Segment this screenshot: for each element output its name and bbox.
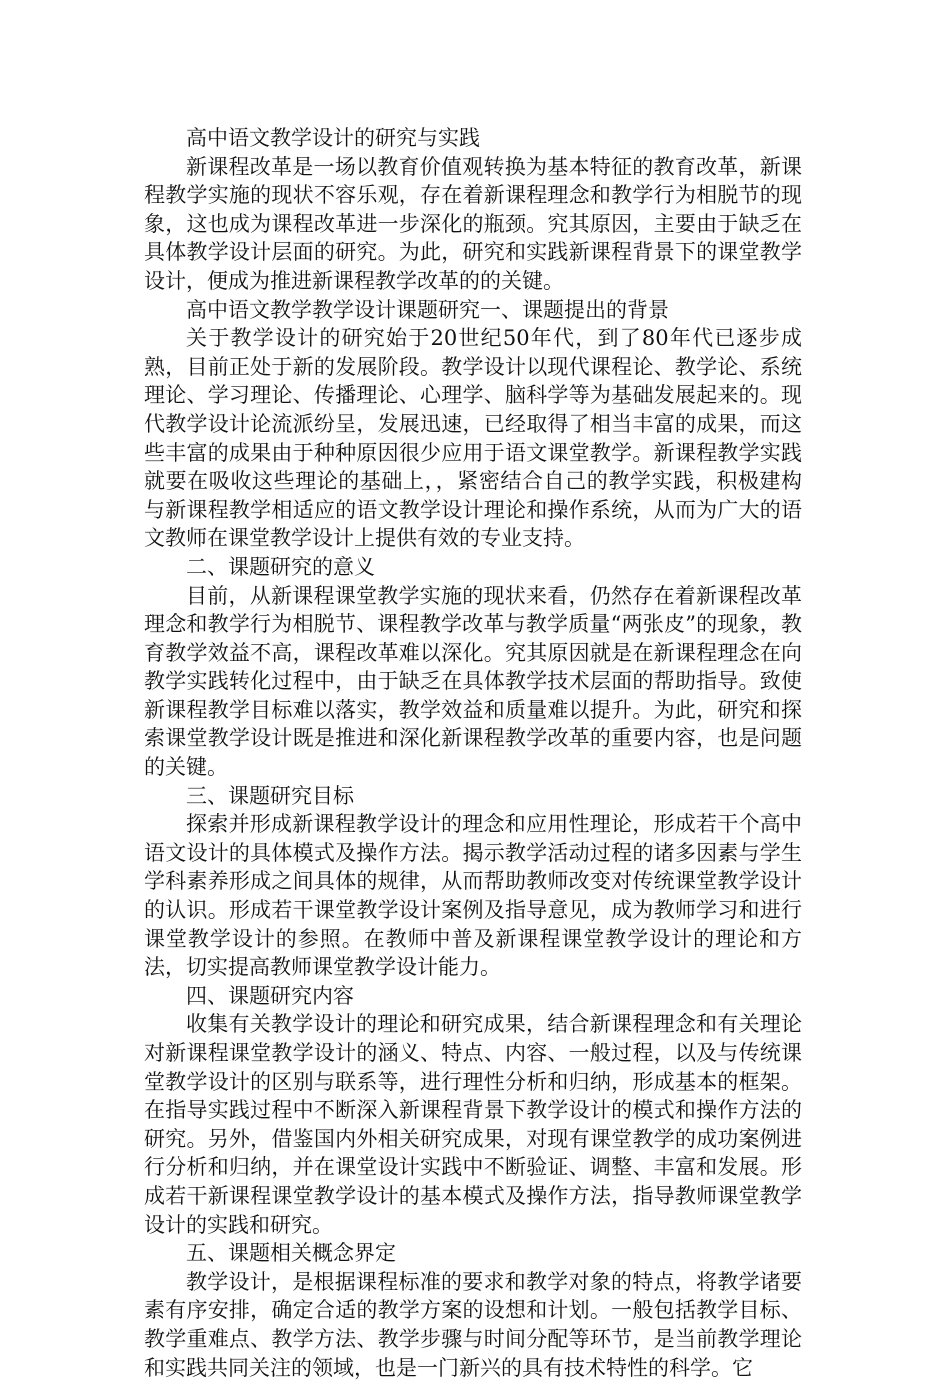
paragraph-intro: 新课程改革是一场以教育价值观转换为基本特征的教育改革，新课程教学实施的现状不容乐观，存在着新课程理念和教学行为相脱节的现象，这也成为课程改革进一步深化的瓶颈。究其原因，主要由于缺乏在具体教学设计层面的研究。为此，研究和实践新课程背景下的课堂教学设计，便成为推进新课程教学改革的的关键。 bbox=[144, 154, 802, 293]
paragraph-content: 收集有关教学设计的理论和研究成果，结合新课程理念和有关理论对新课程课堂教学设计的涵义、特点、内容、一般过程，以及与传统课堂教学设计的区别与联系等，进行理性分析和归纳，形成基本的框架。在指导实践过程中不断深入新课程背景下教学设计的模式和操作方法的研究。另外，借鉴国内外相关研究成果，对现有课堂教学的成功案例进行分析和归纳，并在课堂设计实践中不断验证、调整、丰富和发展。形成若干新课程课堂教学设计的基本模式及操作方法，指导教师课堂教学设计的实践和研究。 bbox=[144, 1012, 802, 1237]
section-heading-background: 高中语文教学教学设计课题研究一、课题提出的背景 bbox=[186, 297, 669, 322]
section-heading-goals: 三、课题研究目标 bbox=[186, 783, 354, 808]
document-title: 高中语文教学设计的研究与实践 bbox=[186, 126, 480, 150]
paragraph-concepts: 教学设计，是根据课程标准的要求和教学对象的特点，将教学诸要素有序安排，确定合适的教学方案的设想和计划。一般包括教学目标、教学重难点、教学方法、教学步骤与时间分配等环节，是当前教学理论和实践共同关注的领域，也是一门新兴的具有技术特性的科学。它 bbox=[144, 1269, 802, 1380]
section-heading-concepts: 五、课题相关概念界定 bbox=[186, 1241, 396, 1266]
section-heading-content: 四、课题研究内容 bbox=[186, 983, 354, 1008]
document-body bbox=[144, 124, 802, 1382]
paragraph-significance: 目前，从新课程课堂教学实施的现状来看，仍然存在着新课程改革理念和教学行为相脱节、课程教学改革与教学质量“两张皮”的现象，教育教学效益不高，课程改革难以深化。究其原因就是在新课程理念在向教学实践转化过程中，由于缺乏在具体教学技术层面的帮助指导。致使新课程教学目标难以落实，教学效益和质量难以提升。为此，研究和探索课堂教学设计既是推进和深化新课程教学改革的重要内容，也是问题的关键。 bbox=[144, 583, 802, 780]
section-heading-significance: 二、课题研究的意义 bbox=[186, 554, 375, 579]
paragraph-goals: 探索并形成新课程教学设计的理念和应用性理论，形成若干个高中语文设计的具体模式及操作方法。揭示教学活动过程的诸多因素与学生学科素养形成之间具体的规律，从而帮助教师改变对传统课堂教学设计的认识。形成若干课堂教学设计案例及指导意见，成为教师学习和进行课堂教学设计的参照。在教师中普及新课程课堂教学设计的理论和方法，切实提高教师课堂教学设计能力。 bbox=[144, 812, 802, 980]
paragraph-background: 关于教学设计的研究始于20世纪50年代，到了80年代已逐步成熟，目前正处于新的发展阶段。教学设计以现代课程论、教学论、系统理论、学习理论、传播理论、心理学、脑科学等为基础发展起来的。现代教学设计论流派纷呈，发展迅速，已经取得了相当丰富的成果，而这些丰富的成果由于种种原因很少应用于语文课堂教学。新课程教学实践就要在吸收这些理论的基础上，，紧密结合自己的教学实践，积极建构与新课程教学相适应的语文教学设计理论和操作系统，从而为广大的语文教师在课堂教学设计上提供有效的专业支持。 bbox=[144, 326, 802, 551]
